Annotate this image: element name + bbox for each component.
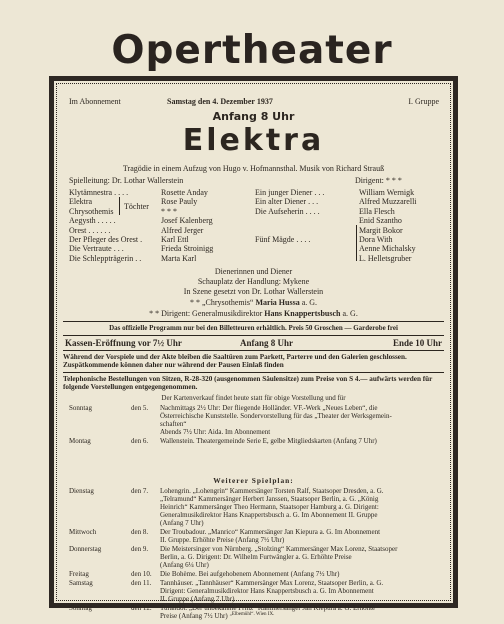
schedule-date: den 12. xyxy=(131,604,152,612)
end-time: Ende 10 Uhr xyxy=(392,338,442,348)
schedule-text: schaften“ xyxy=(160,420,187,428)
cast-singer: Ella Flesch xyxy=(359,206,395,216)
cast-role: Elektra xyxy=(69,197,93,207)
start-time-2: Anfang 8 Uhr xyxy=(240,338,294,348)
subscription-label: Im Abonnement xyxy=(69,97,121,106)
maids-bracket xyxy=(356,225,357,261)
cast-singer: Dora With xyxy=(359,235,393,244)
schedule-text: II. Gruppe. Erhöhte Preise (Anfang 7½ Uhr) xyxy=(160,536,285,544)
schedule-day: Mittwoch xyxy=(69,528,97,536)
opera-title: Elektra xyxy=(182,123,325,158)
guest-chrysothemis: * * „Chrysothemis“ Maria Hussa a. G. xyxy=(189,298,318,307)
cast-role: Aegysth . . . . . xyxy=(69,216,116,226)
schedule-day: Sonntag xyxy=(69,404,92,412)
schedule-text: „Telramund“ Kammersänger Herbert Janssen, Staatsoper Berlin, a. G. „König xyxy=(160,495,379,503)
cast-singer: * * * xyxy=(161,206,177,216)
divider-3 xyxy=(63,350,444,351)
schedule-text: Preise (Anfang 7½ Uhr) xyxy=(160,612,228,620)
setting-line: Schauplatz der Handlung: Mykene xyxy=(197,277,310,286)
schedule-date: den 9. xyxy=(131,545,149,553)
cast-role: Fünf Mägde . . . . xyxy=(255,235,311,244)
schedule-text: (Anfang 6¼ Uhr) xyxy=(160,561,209,569)
schedule-day: Dienstag xyxy=(69,487,94,495)
group-label: I. Gruppe xyxy=(408,97,439,106)
daughters-label: Töchter xyxy=(124,202,149,211)
schedule-date: den 8. xyxy=(131,528,149,536)
cast-singer: Margit Bokor xyxy=(359,225,403,235)
schedule-text: Abends 7½ Uhr: Aida. Im Abonnement xyxy=(160,428,271,436)
schedule-text: Die Bohème. Bei aufgehobenem Abonnement (Anfang 7½ Uhr) xyxy=(160,570,340,578)
schedule-text: II. Gruppe (Anfang 7 Uhr) xyxy=(160,595,235,603)
schedule-text: Nachmittags 2½ Uhr: Der fliegende Holländer. VF.-Werk „Neues Leben“, die xyxy=(160,404,378,412)
cast-role: Die Aufseherin . . . . xyxy=(255,206,320,216)
divider-4 xyxy=(63,372,444,373)
cast-role: Ein junger Diener . . . xyxy=(255,188,325,197)
cast-role: Orest . . . . . . xyxy=(69,225,111,235)
advance-note: Der Kartenverkauf findet heute statt für obige Vorstellung und für xyxy=(161,394,346,402)
cast-singer: Enid Szantho xyxy=(359,216,402,226)
cast-singer: Frieda Stroinigg xyxy=(161,244,214,254)
schedule-date: den 10. xyxy=(131,570,152,578)
schedule-date: den 7. xyxy=(131,487,149,495)
schedule-day: Freitag xyxy=(69,570,89,578)
divider-2 xyxy=(63,335,444,336)
cast-role: Klytämnestra . . . . xyxy=(69,188,129,197)
further-program-label: Weiterer Spielplan: xyxy=(213,476,294,485)
schedule-day: Montag xyxy=(69,437,91,445)
cast-role: Die Vertraute . . . xyxy=(69,244,124,254)
schedule-text: Österreichische Kunststelle. Sondervorstellung für das „Theater der Werksgemein- xyxy=(160,412,392,420)
start-time: Anfang 8 Uhr xyxy=(212,110,295,123)
cast-singer: Karl Ettl xyxy=(161,235,189,244)
cast-singer: William Wernigk xyxy=(359,188,415,197)
schedule-text: Berlin, a. G. Dirigent: Dr. Wilhelm Furtwängler a. G. Erhöhte Preise xyxy=(160,553,352,561)
cast-role: Die Schleppträgerin . . xyxy=(69,253,142,263)
schedule-day: Sonntag xyxy=(69,604,92,612)
schedule-text: Lohengrin. „Lohengrin“ Kammersänger Torsten Ralf, Staatsoper Dresden, a. G. xyxy=(160,487,384,495)
cast-singer: L. Helletsgruber xyxy=(359,253,412,263)
phone-note: Telephonische Bestellungen von Sitzen, R-28-320 (ausgenommen Säulensitze) zum Preise von S 4.— aufwärts werden für folgende Vorstellungen entgegengenommen. xyxy=(63,375,433,392)
cast-singer: Alfred Jerger xyxy=(161,225,204,235)
cast-role: Ein alter Diener . . . xyxy=(255,197,319,207)
schedule-day: Donnerstag xyxy=(69,545,102,553)
cast-role: Chrysothemis xyxy=(69,206,114,216)
cast-singer: Rose Pauly xyxy=(161,197,198,207)
schedule-date: den 11. xyxy=(131,579,152,587)
schedule-text: Heinrich“ Kammersänger Theo Hermann, Staatsoper Hamburg a. G. Dirigent: xyxy=(160,503,379,511)
guest-conductor: * * Dirigent: Generalmusikdirektor Hans Knappertsbusch a. G. xyxy=(149,309,358,318)
opera-subtitle: Tragödie in einem Aufzug von Hugo v. Hofmannsthal. Musik von Richard Strauß xyxy=(122,164,385,173)
printer-line: „Elbemühl“. Wien IX. xyxy=(229,612,275,617)
staging-line: In Szene gesetzt von Dr. Lothar Wallerstein xyxy=(183,287,324,296)
schedule-day: Samstag xyxy=(69,579,93,587)
schedule-date: den 6. xyxy=(131,437,149,445)
doors-time: Kassen-Eröffnung vor 7½ Uhr xyxy=(65,338,182,348)
cast-singer: Aenne Michalsky xyxy=(359,244,416,254)
programme-note: Das offizielle Programm nur bei den Billetteuren erhältlich. Preis 50 Groschen — Garderobe frei xyxy=(109,324,398,332)
schedule-text: Dirigent: Generalmusikdirektor Hans Knappertsbusch a. G. Im Abonnement xyxy=(160,587,374,595)
daughters-bracket xyxy=(119,197,120,215)
divider-1 xyxy=(63,321,444,322)
conductor-label: Dirigent: * * * xyxy=(355,176,402,185)
servants-line: Dienerinnen und Diener xyxy=(214,267,293,276)
cast-role: Der Pfleger des Orest . xyxy=(69,235,143,244)
schedule-text: Tannhäuser. „Tannhäuser“ Kammersänger Max Lorenz, Staatsoper Berlin, a. G. xyxy=(160,579,384,587)
schedule-text: (Anfang 7 Uhr) xyxy=(160,519,204,527)
schedule-text: Wallenstein. Theatergemeinde Serie E, gelbe Mitgliedskarten (Anfang 7 Uhr) xyxy=(160,437,377,445)
schedule-text: Generalmusikdirektor Hans Knappertsbusch a. G. Im Abonnement II. Gruppe xyxy=(160,511,378,519)
cast-singer: Josef Kalenberg xyxy=(161,216,213,226)
theater-headline: Opertheater xyxy=(111,28,393,73)
schedule-text: Die Meistersinger von Nürnberg. „Stolzing“ Kammersänger Max Lorenz, Staatsoper xyxy=(160,545,398,553)
schedule-date: den 5. xyxy=(131,404,149,412)
cast-singer: Rosette Anday xyxy=(161,188,208,197)
cast-singer: Alfred Muzzarelli xyxy=(359,197,417,207)
halls-note: Während der Vorspiele und der Akte bleiben die Saaltüren zum Parkett, Parterre und den Galerien geschlossen. Zuspätkommende können daher nur während der Pausen Einlaß finden xyxy=(63,353,407,370)
stage-director: Spielleitung: Dr. Lothar Wallerstein xyxy=(69,176,184,185)
schedule-text: Der Troubadour. „Manrico“ Kammersänger Jan Kiepura a. G. Im Abonnement xyxy=(160,528,381,536)
schedule-text: Turandot. „Der unbekannte Prinz“ Kammersänger Jan Kiepura a. G. Erhöhte xyxy=(160,604,376,612)
cast-singer: Marta Karl xyxy=(161,253,197,263)
performance-date: Samstag den 4. Dezember 1937 xyxy=(167,97,273,106)
